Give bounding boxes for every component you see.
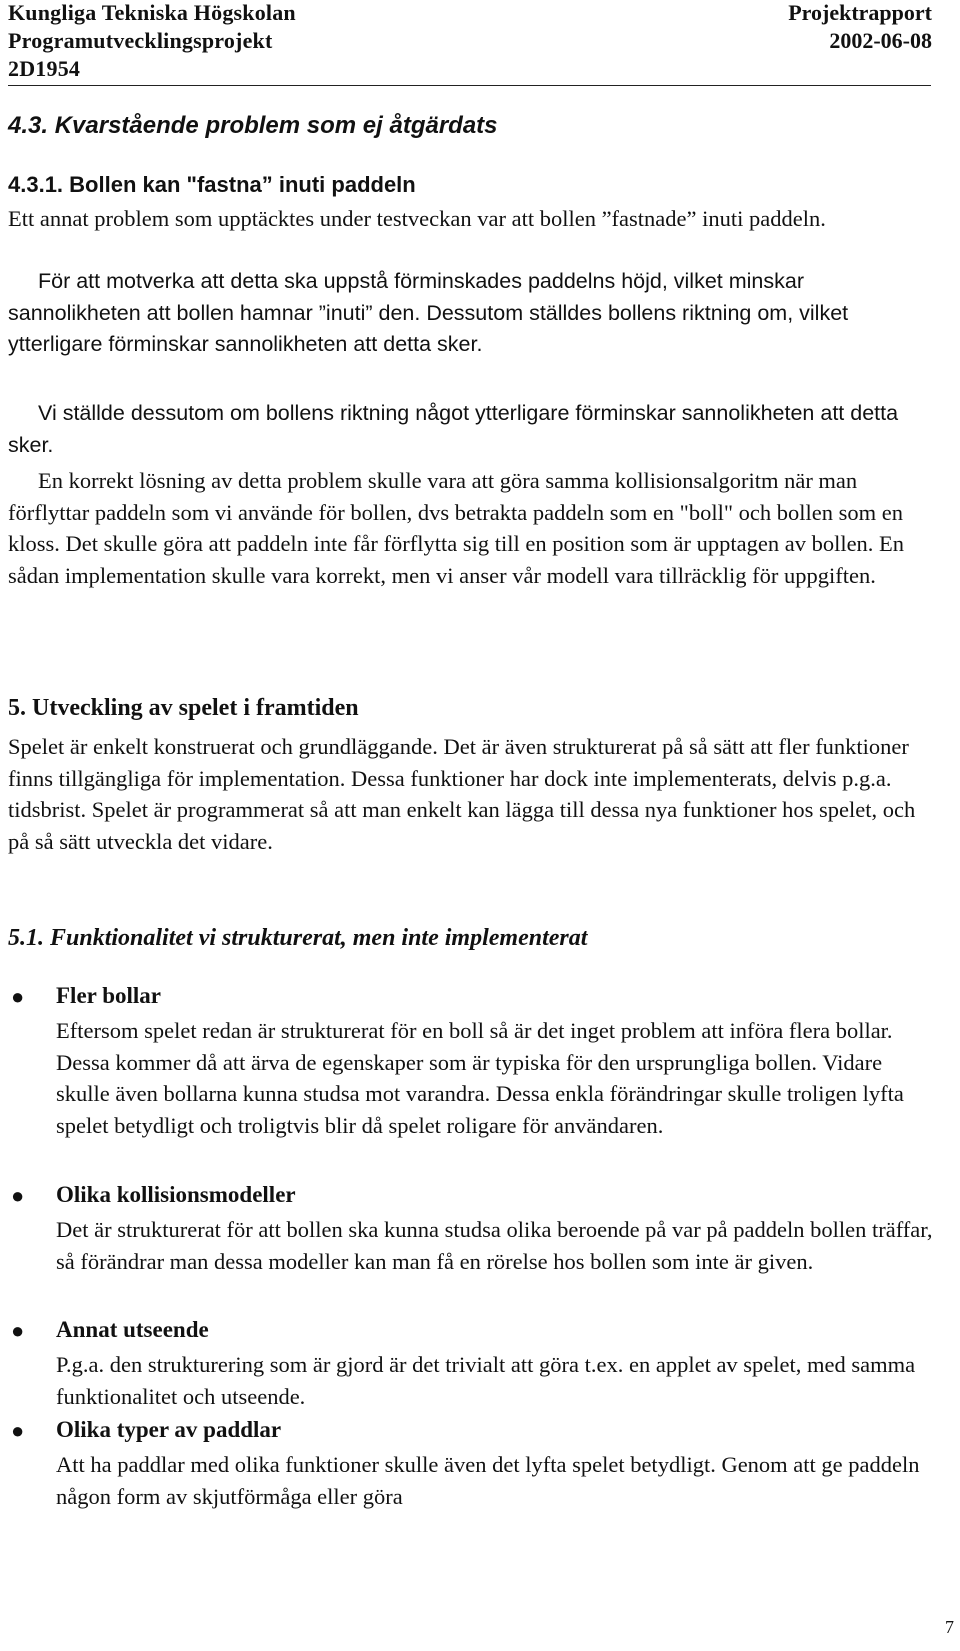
- section-heading-5: 5. Utveckling av spelet i framtiden: [8, 695, 359, 721]
- header-course-code: 2D1954: [8, 56, 81, 81]
- paragraph-5-intro: Spelet är enkelt konstruerat och grundläggande. Det är även strukturerat på så sätt att fler funktioner finns tillgängliga för implementation. Dessa funktioner har dock inte implementerats, delvis p.g.a. tidsbrist. Spelet är programmerat så att man enkelt kan lägga till dessa nya funktioner hos spelet, och på så sätt utveckla det vidare.: [8, 734, 916, 854]
- list-item-title: Annat utseende: [56, 1317, 209, 1342]
- paragraph-4-3-1-mitigation: För att motverka att detta ska uppstå förminskades paddelns höjd, vilket minskar sannolikheten att bollen hamnar ”inuti” den. Dessutom ställdes bollens riktning om, vilket ytterligare förminskar sannolikheten att detta sker.: [8, 269, 849, 356]
- section-heading-5-1: 5.1. Funktionalitet vi strukturerat, men inte implementerat: [8, 925, 588, 951]
- header-date: 2002-06-08: [829, 28, 932, 53]
- header-divider: [8, 85, 931, 86]
- bullet-icon: ●: [11, 1318, 25, 1343]
- bullet-icon: ●: [11, 1418, 25, 1443]
- header-doc-type: Projektrapport: [788, 0, 932, 25]
- list-item-title: Olika typer av paddlar: [56, 1417, 282, 1442]
- list-item-title: Olika kollisionsmodeller: [56, 1182, 296, 1207]
- page-number: 7: [945, 1617, 954, 1637]
- list-item-text: Det är strukturerat för att bollen ska kunna studsa olika beroende på var på paddeln bollen träffar, så förändrar man dessa modeller kan man få en rörelse hos bollen som inte är given.: [56, 1217, 933, 1274]
- bullet-icon: ●: [11, 1183, 25, 1208]
- list-item-text: P.g.a. den strukturering som är gjord är det trivialt att göra t.ex. en applet av spelet, med samma funktionalitet och utseende.: [56, 1352, 916, 1409]
- section-heading-4-3: 4.3. Kvarstående problem som ej åtgärdats: [8, 112, 498, 139]
- header-institution: Kungliga Tekniska Högskolan: [8, 0, 296, 25]
- bullet-icon: ●: [11, 984, 25, 1009]
- list-item-title: Fler bollar: [56, 983, 161, 1008]
- paragraph-4-3-1-direction: Vi ställde dessutom om bollens riktning något ytterligare förminskar sannolikheten att detta sker.: [8, 401, 899, 457]
- header-course: Programutvecklingsprojekt: [8, 28, 273, 53]
- subsection-heading-4-3-1: 4.3.1. Bollen kan "fastna” inuti paddeln: [8, 172, 416, 197]
- list-item-text: Eftersom spelet redan är strukturerat för en boll så är det inget problem att införa flera bollar. Dessa kommer då att ärva de egenskaper som är typiska för den ursprungliga bollen. Vidare skulle även bollarna kunna studsa mot varandra. Dessa enkla förändringar skulle troligen lyfta spelet betydligt och troligtvis blir då spelet roligare för användaren.: [56, 1018, 904, 1138]
- paragraph-4-3-1-intro: Ett annat problem som upptäcktes under testveckan var att bollen ”fastnade” inuti paddeln.: [8, 206, 826, 231]
- paragraph-4-3-1-solution: En korrekt lösning av detta problem skulle vara att göra samma kollisionsalgoritm när man förflyttar paddeln som vi använde för bollen, dvs betrakta paddeln som en "boll" och bollen som en kloss. Det skulle göra att paddeln inte får förflytta sig till en position som är upptagen av bollen. En sådan implementation skulle vara korrekt, men vi anser vår modell vara tillräcklig för uppgiften.: [8, 468, 905, 588]
- list-item-text: Att ha paddlar med olika funktioner skulle även det lyfta spelet betydligt. Genom att ge paddeln någon form av skjutförmåga eller göra: [56, 1452, 920, 1509]
